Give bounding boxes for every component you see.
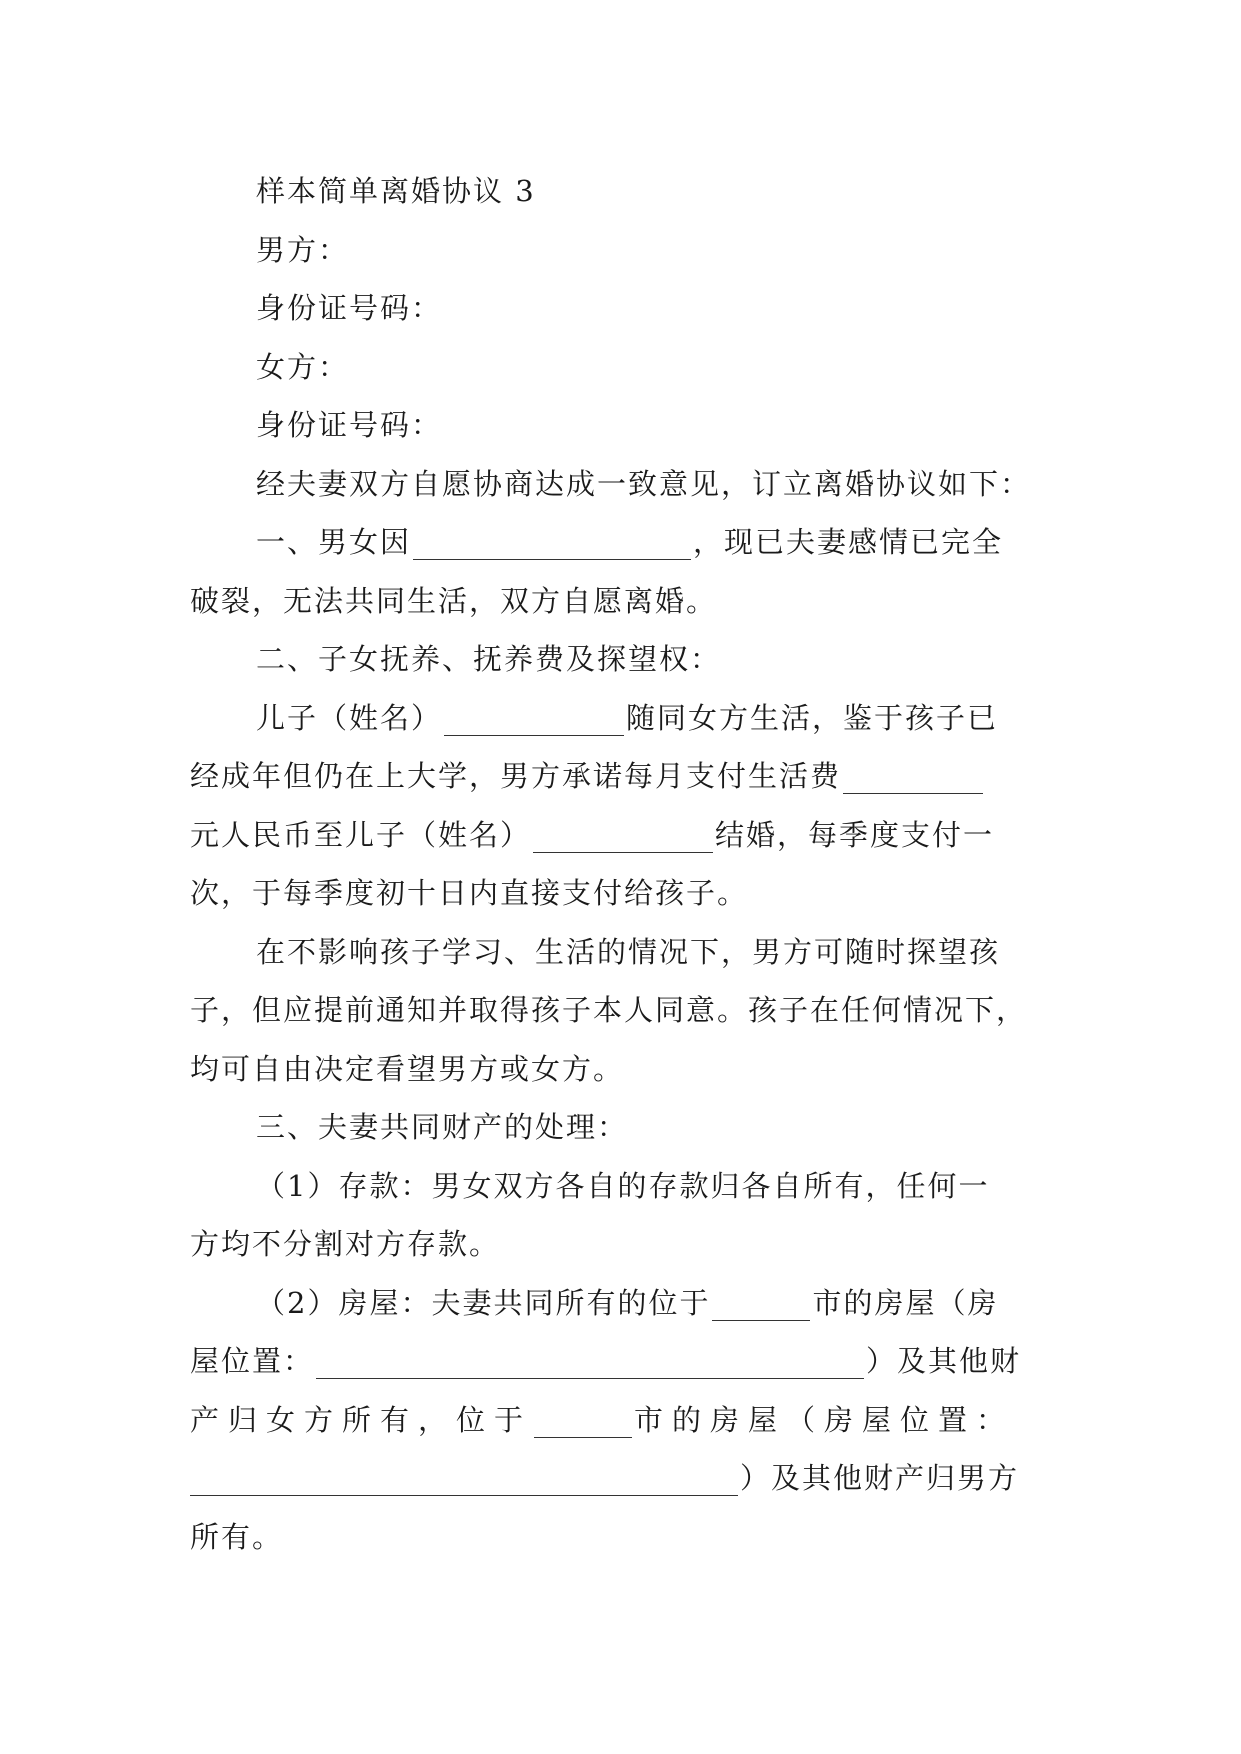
- clause1-line1: [190, 513, 1050, 572]
- clause3-item1-line1: （1）存款：男女双方各自的存款归各自所有，任何一: [256, 1168, 990, 1203]
- female-id-label: 身份证号码：: [256, 408, 443, 442]
- clause2-p1-line1: [190, 689, 1050, 748]
- clause3-text-f: 市的房屋（房屋位置：: [634, 1402, 1015, 1437]
- clause2-p1-line4: 次，于每季度初十日内直接支付给孩子。: [190, 876, 749, 910]
- clause3-heading: 三、夫妻共同财产的处理：: [256, 1110, 629, 1144]
- clause3-item2-line4: [190, 1449, 1050, 1508]
- document-title: 样本简单离婚协议 3: [256, 174, 536, 208]
- clause2-text-e: 结婚，每季度支付一: [715, 817, 995, 852]
- clause1-line2: 破裂，无法共同生活，双方自愿离婚。: [190, 583, 718, 618]
- clause2-p1-line3: [190, 806, 1050, 865]
- clause2-text-a: 儿子（姓名）: [256, 700, 443, 735]
- clause2-heading: 二、子女抚养、抚养费及探望权：: [256, 642, 722, 676]
- clause2-p2-line3: 均可自由决定看望男方或女方。: [190, 1051, 625, 1086]
- son-name-blank: [444, 700, 624, 736]
- clause3-item2-line1: [190, 1274, 1050, 1333]
- clause3-item2-line5: 所有。: [190, 1519, 284, 1554]
- clause3-text-e: 产归女方所有，位于: [190, 1402, 533, 1437]
- son-name-blank-2: [533, 817, 713, 853]
- clause2-p2-line2: 子，但应提前通知并取得孩子本人同意。孩子在任何情况下，: [190, 993, 1028, 1027]
- city-blank-2: [534, 1402, 632, 1438]
- city-blank-1: [712, 1285, 810, 1321]
- clause3-text-d: ）及其他财: [866, 1344, 1022, 1378]
- clause3-text-c: 屋位置：: [190, 1344, 315, 1378]
- preamble: 经夫妻双方自愿协商达成一致意见，订立离婚协议如下：: [256, 466, 1032, 501]
- clause3-item2-line2: [190, 1332, 1050, 1391]
- clause3-text-a: （2）房屋：夫妻共同所有的位于: [256, 1285, 711, 1320]
- clause1-text-b: ，现已夫妻感情已完全: [693, 525, 1004, 559]
- clause3-text-b: 市的房屋（房: [812, 1285, 999, 1320]
- female-party-label: 女方：: [256, 349, 350, 384]
- clause2-text-d: 元人民币至儿子（姓名）: [190, 817, 532, 852]
- divorce-cause-blank: [413, 524, 691, 560]
- clause3-item1-line2: 方均不分割对方存款。: [190, 1227, 501, 1261]
- clause2-text-c: 经成年但仍在上大学，男方承诺每月支付生活费: [190, 759, 842, 793]
- male-id-label: 身份证号码：: [256, 291, 443, 325]
- house-location-blank-2: [190, 1460, 738, 1496]
- male-party-label: 男方：: [256, 232, 350, 267]
- living-fee-blank: [843, 758, 983, 794]
- clause2-p1-line2: [190, 747, 1050, 806]
- document-body: [190, 162, 1050, 1566]
- clause1-text-a: 一、男女因: [256, 525, 412, 559]
- clause2-text-b: 随同女方生活，鉴于孩子已: [626, 700, 999, 735]
- clause3-item2-line3: [190, 1391, 1050, 1450]
- clause3-text-g: ）及其他财产归男方: [740, 1461, 1020, 1495]
- house-location-blank-1: [316, 1343, 864, 1379]
- clause2-p2-line1: 在不影响孩子学习、生活的情况下，男方可随时探望孩: [256, 934, 1001, 969]
